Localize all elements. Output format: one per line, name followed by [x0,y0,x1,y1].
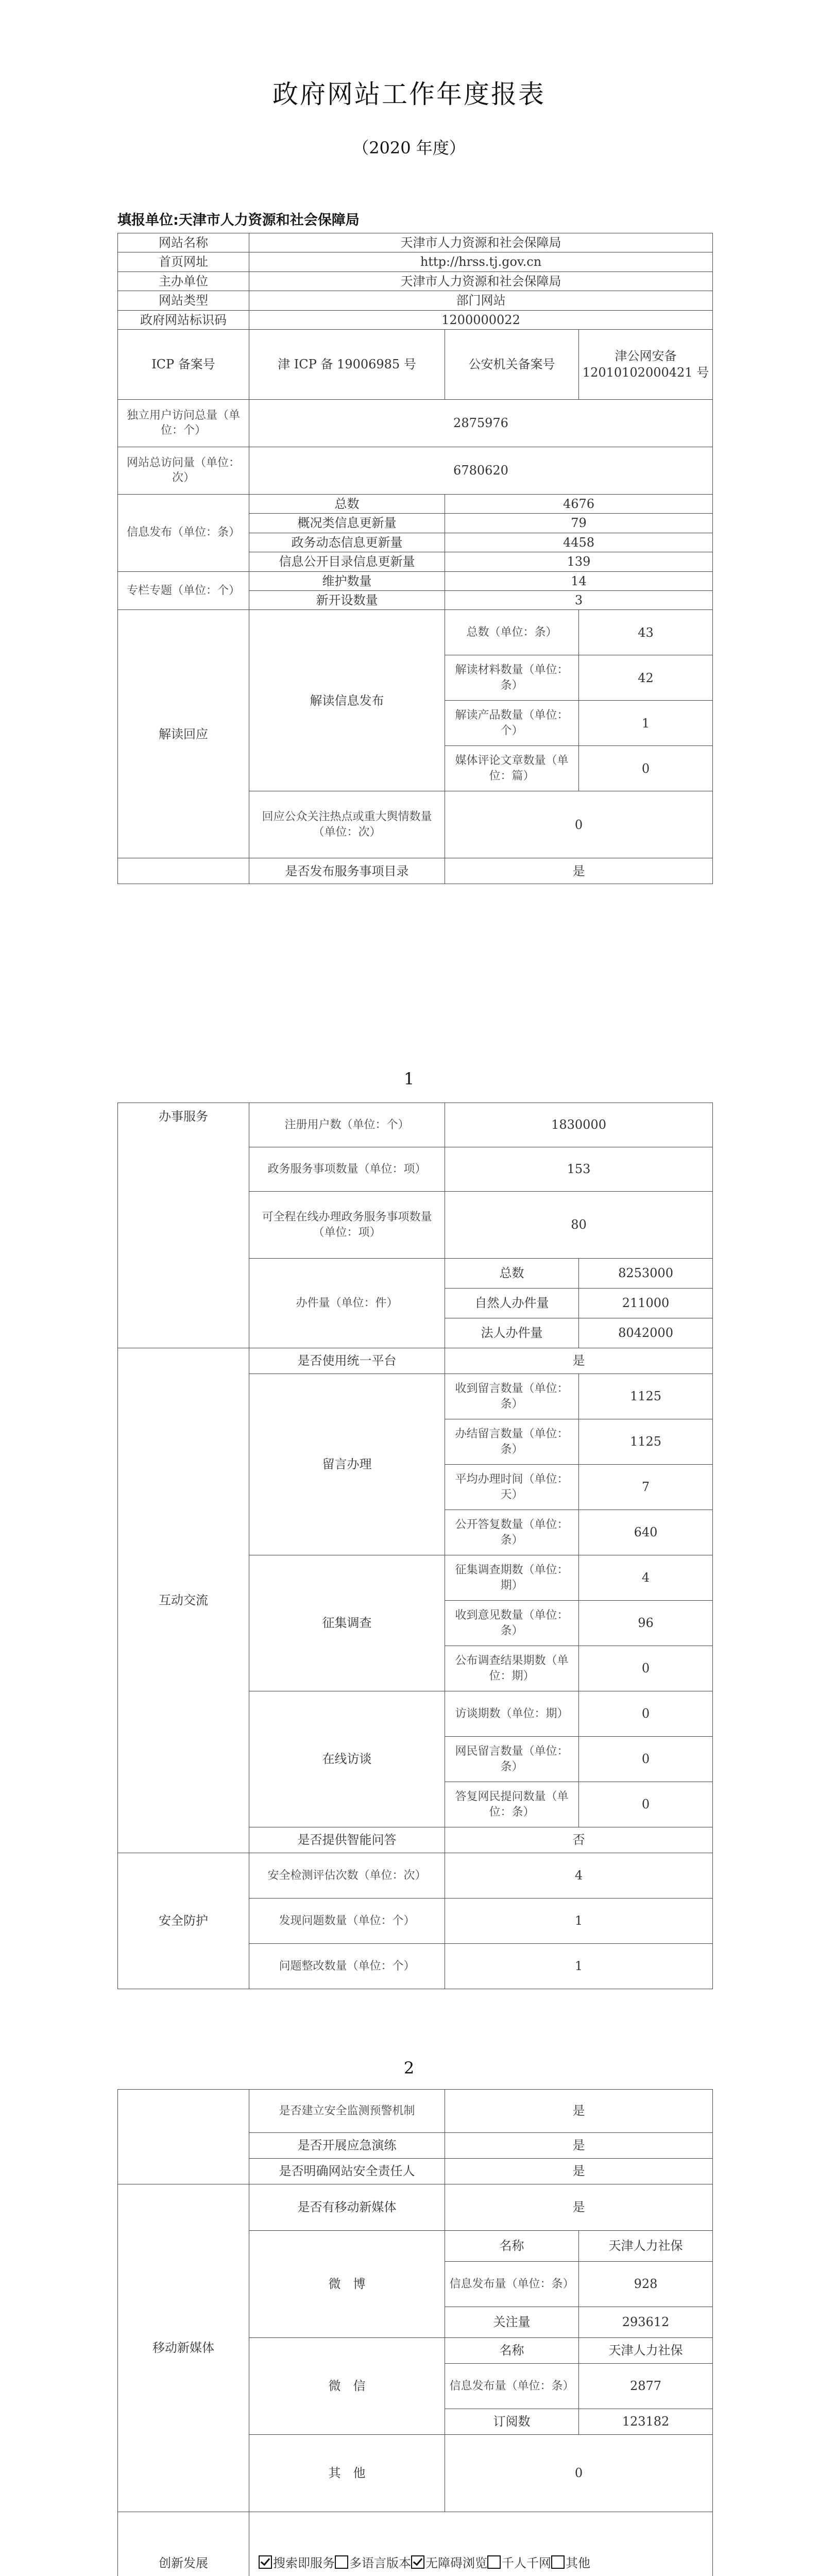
value-weibo-followers: 293612 [579,2307,713,2338]
value-wechat-name: 天津人力社保 [579,2338,713,2364]
label-wechat: 微 信 [249,2338,445,2435]
value-icp: 津 ICP 备 19006985 号 [249,329,445,399]
label-items: 政务服务事项数量（单位：项） [249,1147,445,1192]
label-site-code: 政府网站标识码 [118,310,249,329]
label-interp-material: 解读材料数量（单位：条） [445,655,579,701]
value-views: 6780620 [249,447,713,494]
value-public-reply: 640 [579,1510,713,1555]
label-survey: 征集调查 [249,1555,445,1691]
value-wechat-posts: 2877 [579,2364,713,2409]
label-weibo-name: 名称 [445,2231,579,2262]
label-site-type: 网站类型 [118,291,249,310]
value-interp-total: 43 [579,610,713,655]
value-survey-result: 0 [579,1646,713,1691]
value-items: 153 [445,1147,713,1192]
label-hot-response: 回应公众关注热点或重大舆情数量（单位：次） [249,791,445,858]
value-unified: 是 [445,1348,713,1374]
label-open-update: 信息公开目录信息更新量 [249,552,445,571]
innovation-option-personalized[interactable]: 千人千网 [487,2556,551,2570]
label-weibo: 微 博 [249,2231,445,2338]
label-interaction: 互动交流 [118,1348,249,1853]
label-interpret-release: 解读信息发布 [249,610,445,791]
value-site-code: 1200000022 [249,310,713,329]
label-innovation: 创新发展 [118,2512,249,2576]
value-open-update: 139 [445,552,713,571]
label-warning: 是否建立安全监测预警机制 [249,2090,445,2133]
value-registered: 1830000 [445,1103,713,1147]
label-dynamic-update: 政务动态信息更新量 [249,533,445,552]
value-overview-update: 79 [445,514,713,533]
label-registered: 注册用户数（单位：个） [249,1103,445,1147]
value-other: 0 [445,2435,713,2512]
label-catalog: 是否发布服务事项目录 [249,858,445,884]
value-interp-product: 1 [579,701,713,746]
checkbox-search-service[interactable] [259,2555,272,2569]
label-public-reply: 公开答复数量（单位：条） [445,1510,579,1555]
value-site-name: 天津市人力资源和社会保障局 [249,233,713,252]
value-issues: 1 [445,1899,713,1944]
value-warning: 是 [445,2090,713,2133]
label-mobile: 移动新媒体 [118,2184,249,2512]
label-media-comment: 媒体评论文章数量（单位：篇） [445,746,579,791]
value-monitor: 4 [445,1853,713,1899]
value-online-items: 80 [445,1192,713,1259]
label-has-mobile: 是否有移动新媒体 [249,2184,445,2231]
reporting-unit: 填报单位:天津市人力资源和社会保障局 [117,212,360,228]
checkbox-other[interactable] [551,2555,565,2569]
value-wechat-subscribers: 123182 [579,2409,713,2435]
value-legal: 8042000 [579,1318,713,1348]
value-has-mobile: 是 [445,2184,713,2231]
value-received: 1125 [579,1374,713,1419]
label-icp: ICP 备案号 [118,329,249,399]
value-netizen-msg: 0 [579,1737,713,1782]
value-home-url: http://hrss.tj.gov.cn [249,252,713,272]
value-sponsor: 天津市人力资源和社会保障局 [249,272,713,291]
label-wechat-name: 名称 [445,2338,579,2364]
label-natural: 自然人办件量 [445,1289,579,1318]
value-interp-material: 42 [579,655,713,701]
value-maintain: 14 [445,571,713,590]
label-legal: 法人办件量 [445,1318,579,1348]
value-survey-periods: 4 [579,1555,713,1601]
label-message: 留言办理 [249,1374,445,1555]
label-new-count: 新开设数量 [249,590,445,609]
value-weibo-posts: 928 [579,2262,713,2307]
label-netizen-msg: 网民留言数量（单位：条） [445,1737,579,1782]
page-number-1: 1 [403,1069,415,1089]
page-number-2: 2 [403,2058,415,2078]
label-interview-periods: 访谈期数（单位：期） [445,1691,579,1737]
label-online-items: 可全程在线办理政务服务事项数量（单位：项） [249,1192,445,1259]
label-avg-days: 平均办理时间（单位：天） [445,1465,579,1510]
checkbox-multilingual[interactable] [335,2555,348,2569]
label-weibo-followers: 关注量 [445,2307,579,2338]
label-issues: 发现问题数量（单位：个） [249,1899,445,1944]
label-fixed: 问题整改数量（单位：个） [249,1944,445,1989]
checkbox-personalized[interactable] [487,2555,501,2569]
value-answers: 0 [579,1782,713,1827]
value-new-count: 3 [445,590,713,609]
value-visitors: 2875976 [249,399,713,447]
label-maintain: 维护数量 [249,571,445,590]
value-catalog: 是 [445,858,713,884]
value-hot-response: 0 [445,791,713,858]
innovation-option-other[interactable]: 其他 [551,2556,590,2570]
label-unified: 是否使用统一平台 [249,1348,445,1374]
report-table-page-3 [117,2089,713,2576]
label-opinions: 收到意见数量（单位：条） [445,1601,579,1646]
value-responsible: 是 [445,2159,713,2184]
label-overview-update: 概况类信息更新量 [249,514,445,533]
label-interpret: 解读回应 [118,610,249,858]
label-interview: 在线访谈 [249,1691,445,1827]
value-drill: 是 [445,2133,713,2159]
label-sponsor: 主办单位 [118,272,249,291]
label-wechat-posts: 信息发布量（单位：条） [445,2364,579,2409]
label-cases-total: 总数 [445,1259,579,1289]
label-drill: 是否开展应急演练 [249,2133,445,2159]
label-police: 公安机关备案号 [445,329,579,399]
label-other: 其 他 [249,2435,445,2512]
value-dynamic-update: 4458 [445,533,713,552]
label-special: 专栏专题（单位：个） [118,571,249,610]
value-police: 津公网安备 12010102000421 号 [579,329,713,399]
label-info-release: 信息发布（单位：条） [118,494,249,571]
value-site-type: 部门网站 [249,291,713,310]
page-title: 政府网站工作年度报表 [272,79,546,109]
label-visitors: 独立用户访问总量（单位：个） [118,399,249,447]
value-weibo-name: 天津人力社保 [579,2231,713,2262]
label-responsible: 是否明确网站安全责任人 [249,2159,445,2184]
label-monitor: 安全检测评估次数（单位：次） [249,1853,445,1899]
label-info-total: 总数 [249,494,445,513]
label-received: 收到留言数量（单位：条） [445,1374,579,1419]
label-interp-product: 解读产品数量（单位：个） [445,701,579,746]
innovation-option-multilingual[interactable]: 多语言版本 [335,2556,411,2570]
innovation-option-accessible[interactable]: 无障碍浏览 [411,2556,487,2570]
label-security: 安全防护 [118,1853,249,1989]
label-views: 网站总访问量（单位：次） [118,447,249,494]
report-table-page-2 [117,1103,713,1989]
innovation-option-search-service[interactable]: 搜索即服务 [259,2556,335,2570]
value-cases-total: 8253000 [579,1259,713,1289]
label-done: 办结留言数量（单位：条） [445,1419,579,1465]
label-home-url: 首页网址 [118,252,249,272]
report-year: （2020 年度） [352,138,466,158]
checkbox-accessible[interactable] [411,2555,424,2569]
label-survey-result: 公布调查结果期数（单位：期） [445,1646,579,1691]
value-natural: 211000 [579,1289,713,1318]
value-opinions: 96 [579,1601,713,1646]
value-interview-periods: 0 [579,1691,713,1737]
value-avg-days: 7 [579,1465,713,1510]
label-smart-qa: 是否提供智能问答 [249,1827,445,1853]
value-media-comment: 0 [579,746,713,791]
label-cases: 办件量（单位：件） [249,1259,445,1348]
label-weibo-posts: 信息发布量（单位：条） [445,2262,579,2307]
label-site-name: 网站名称 [118,233,249,252]
label-wechat-subscribers: 订阅数 [445,2409,579,2435]
value-info-total: 4676 [445,494,713,513]
value-fixed: 1 [445,1944,713,1989]
label-service: 办事服务 [118,1103,249,1348]
label-answers: 答复网民提问数量（单位：条） [445,1782,579,1827]
label-survey-periods: 征集调查期数（单位：期） [445,1555,579,1601]
value-smart-qa: 否 [445,1827,713,1853]
innovation-options [249,2512,713,2576]
value-done: 1125 [579,1419,713,1465]
report-table-page-1 [117,233,713,884]
label-interp-total: 总数（单位：条） [445,610,579,655]
